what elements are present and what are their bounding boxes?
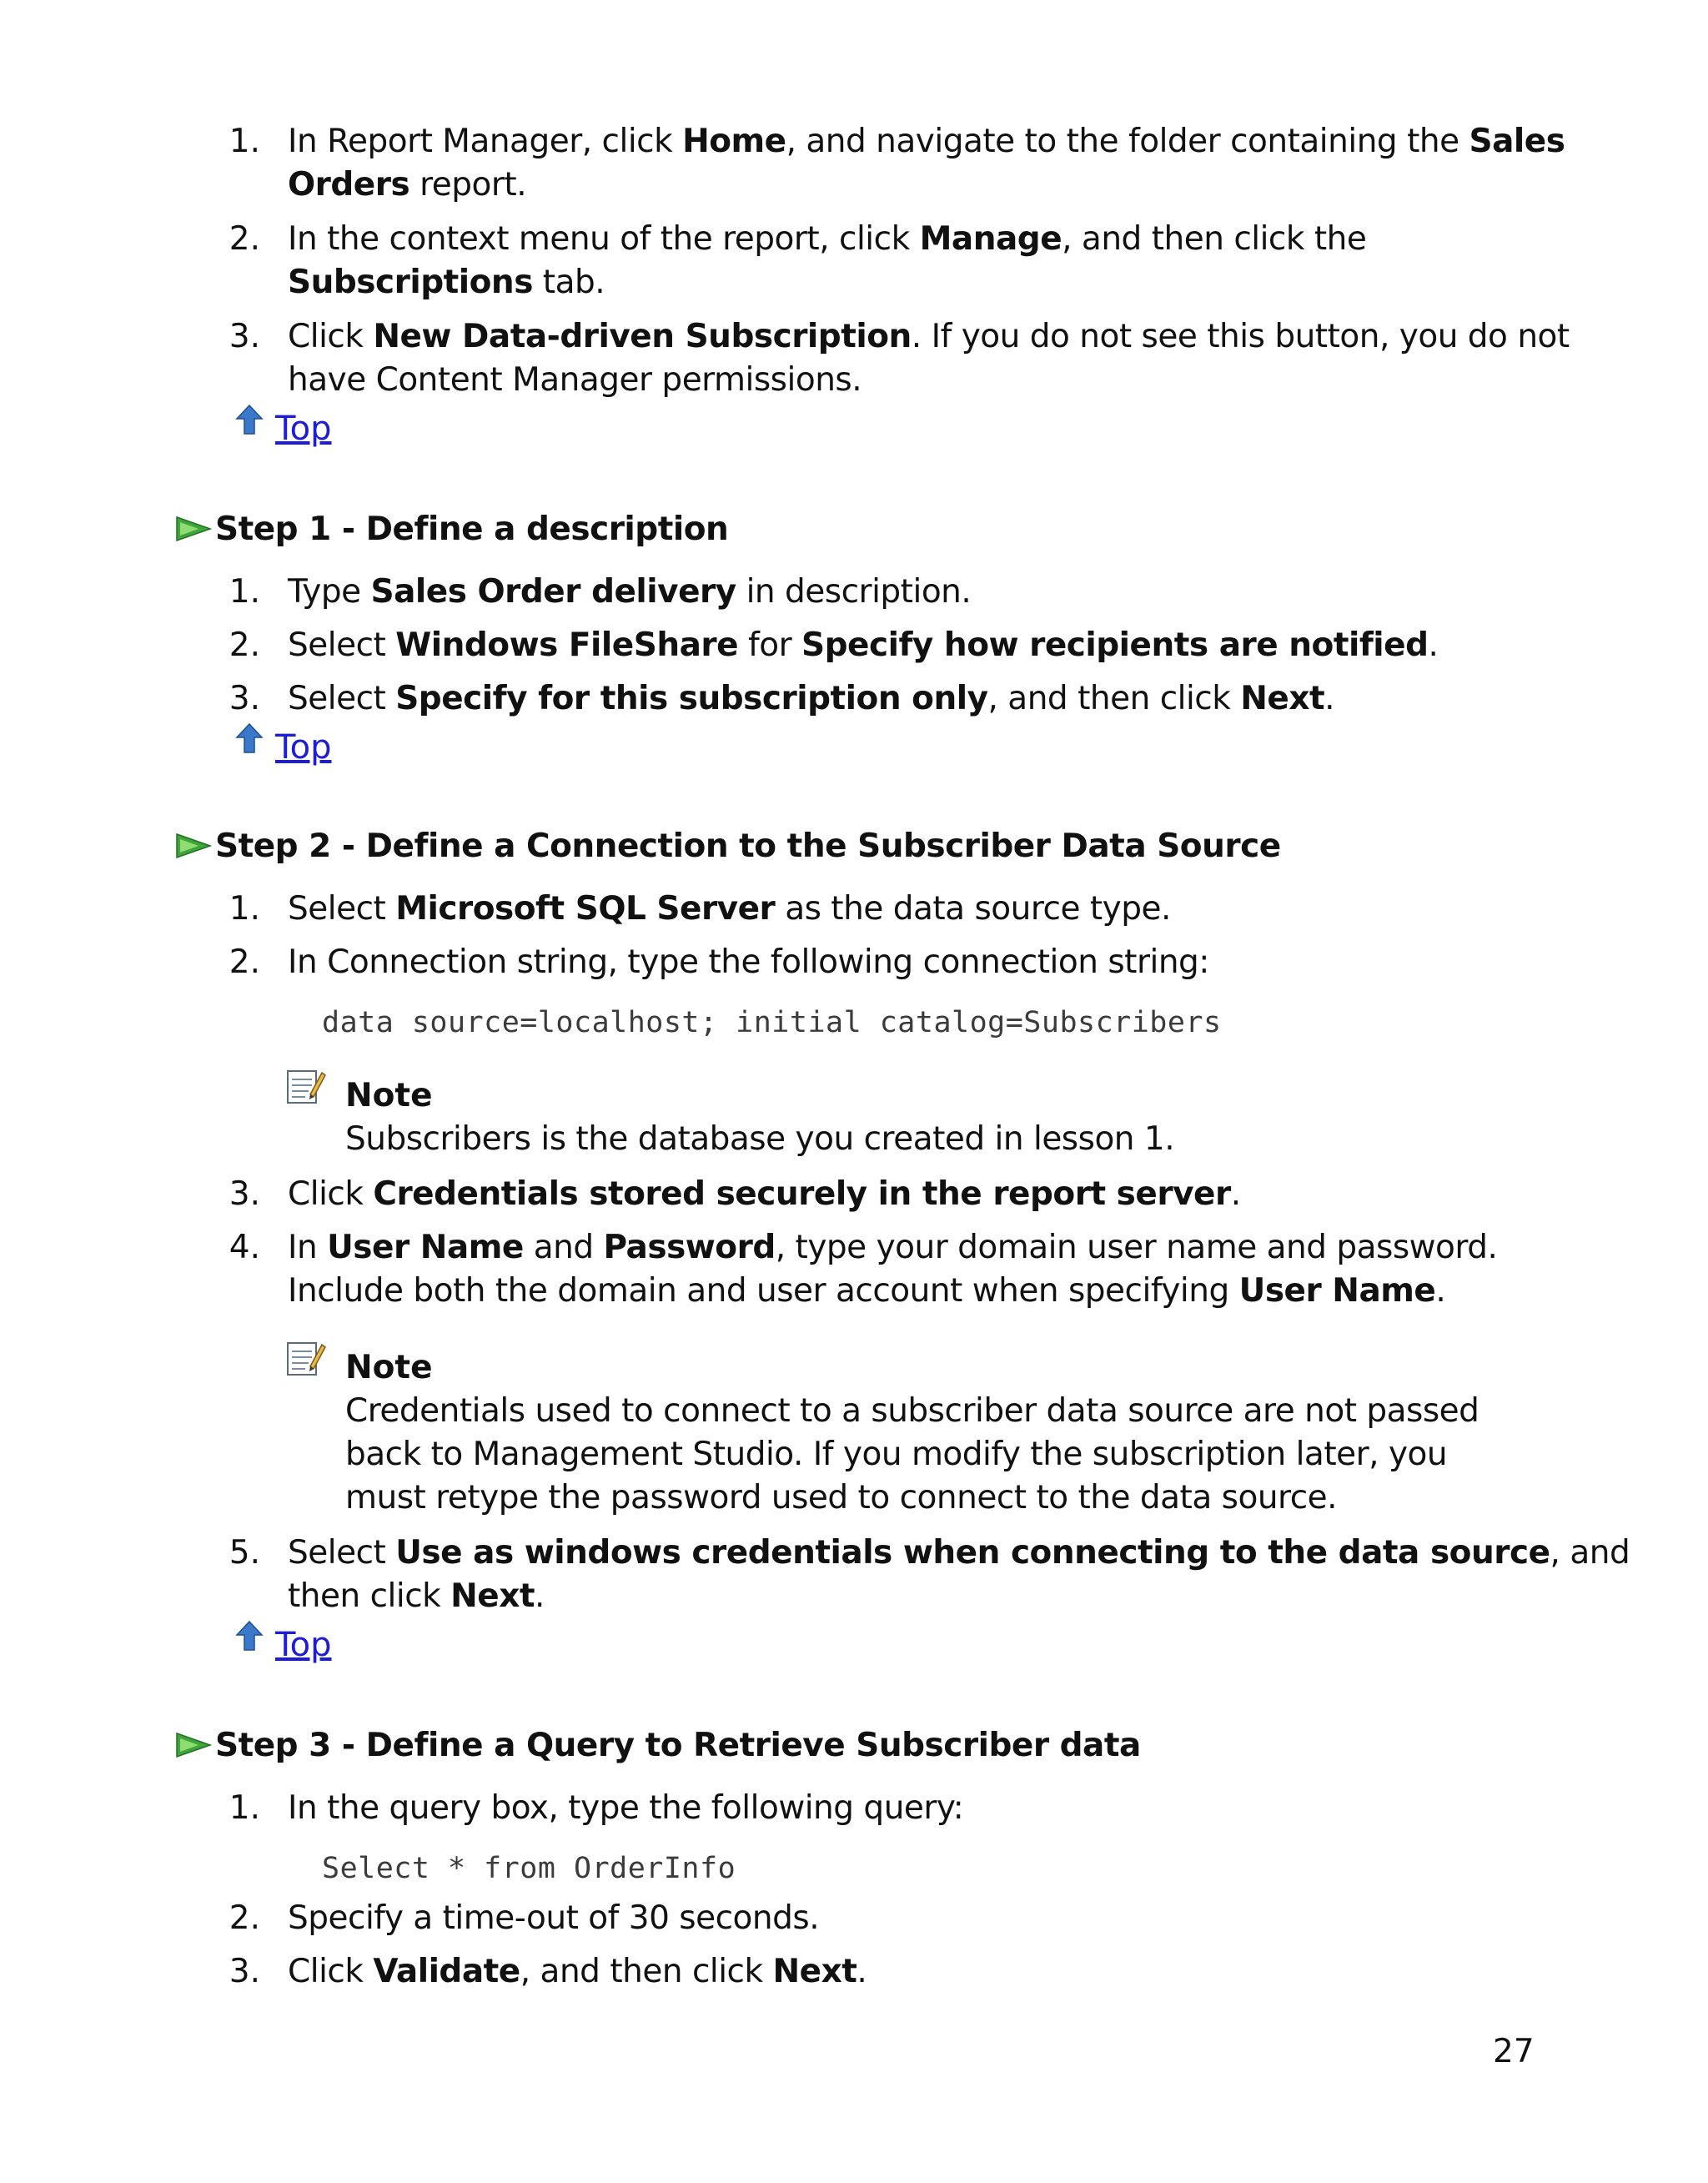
- note-icon: [285, 1068, 327, 1106]
- text-run: Specify a time-out of 30 seconds.: [288, 1899, 820, 1937]
- top-link-row: [235, 1620, 332, 1667]
- note-text: must retype the password used to connect to the data source.: [345, 1479, 1338, 1517]
- note-text: back to Management Studio. If you modify the subscription later, you: [345, 1436, 1448, 1473]
- list-item-text: [288, 1173, 1241, 1216]
- text-run: In Report Manager, click: [288, 123, 683, 160]
- list-item-text: [288, 571, 971, 614]
- text-run: then click: [288, 1577, 451, 1615]
- bold-text-run: Next: [772, 1953, 857, 1990]
- text-run: , and: [1550, 1534, 1630, 1572]
- list-item-text: [288, 218, 1366, 261]
- green-arrow-icon: [175, 1728, 212, 1762]
- bold-text-run: Manage: [919, 220, 1062, 258]
- bold-text-run: User Name: [327, 1229, 524, 1266]
- list-item-text: [288, 1897, 819, 1940]
- text-run: Include both the domain and user account when specifying: [288, 1272, 1239, 1310]
- list-item-text: [288, 1270, 1445, 1313]
- text-run: . If you do not see this button, you do not: [911, 318, 1570, 355]
- bold-text-run: Microsoft SQL Server: [395, 890, 776, 928]
- bold-text-run: User Name: [1238, 1272, 1436, 1310]
- list-number: 5.: [229, 1534, 260, 1572]
- text-run: tab.: [532, 264, 605, 301]
- text-run: , and navigate to the folder containing the: [786, 123, 1469, 160]
- list-item-text: [288, 1532, 1630, 1575]
- step-heading-text: Step 1 - Define a description: [215, 510, 729, 548]
- list-number: 4.: [229, 1229, 260, 1266]
- list-number: 2.: [229, 220, 260, 258]
- top-link[interactable]: Top: [275, 728, 332, 767]
- code-snippet: data source=localhost; initial catalog=Subscribers: [322, 1006, 1222, 1039]
- list-item-text: [288, 1226, 1497, 1270]
- text-run: Select: [288, 626, 396, 664]
- note-text: Credentials used to connect to a subscriber data source are not passed: [345, 1392, 1479, 1430]
- bold-text-run: Next: [1240, 680, 1325, 717]
- text-run: In: [288, 1229, 328, 1266]
- list-item-text: [288, 1575, 545, 1618]
- list-number: 2.: [229, 1899, 260, 1937]
- text-run: , and then click the: [1062, 220, 1367, 258]
- list-item-text: [288, 315, 1570, 359]
- text-run: In Connection string, type the following connection string:: [288, 943, 1209, 981]
- list-item-text: [288, 1787, 963, 1830]
- list-number: 3.: [229, 680, 260, 717]
- note-title: Note: [345, 1349, 433, 1386]
- bold-text-run: Home: [682, 123, 786, 160]
- step-heading: [175, 507, 728, 551]
- text-run: , and then click: [987, 680, 1241, 717]
- bold-text-run: New Data-driven Subscription: [373, 318, 912, 355]
- bold-text-run: Specify how recipients are notified: [801, 626, 1429, 664]
- bold-text-run: Sales: [1469, 123, 1565, 160]
- text-run: for: [738, 626, 802, 664]
- list-number: 3.: [229, 1175, 260, 1213]
- text-run: Select: [288, 890, 396, 928]
- list-item-text: [288, 261, 605, 304]
- text-run: and: [523, 1229, 604, 1266]
- list-number: 1.: [229, 890, 260, 928]
- text-run: in description.: [736, 573, 972, 611]
- text-run: , type your domain user name and password.: [775, 1229, 1498, 1266]
- bold-text-run: Next: [450, 1577, 535, 1615]
- list-number: 1.: [229, 573, 260, 611]
- text-run: Click: [288, 318, 374, 355]
- text-run: report.: [409, 166, 527, 204]
- bold-text-run: Validate: [373, 1953, 520, 1990]
- list-number: 1.: [229, 123, 260, 160]
- list-number: 2.: [229, 626, 260, 664]
- list-item-text: [288, 359, 862, 402]
- code-snippet: Select * from OrderInfo: [322, 1852, 736, 1885]
- note-icon: [285, 1340, 327, 1378]
- page-number: 27: [1493, 2033, 1535, 2070]
- text-run: .: [1230, 1175, 1241, 1213]
- green-arrow-icon: [175, 829, 212, 863]
- step-heading-text: Step 2 - Define a Connection to the Subscriber Data Source: [215, 827, 1281, 865]
- text-run: Type: [288, 573, 371, 611]
- text-run: , and then click: [520, 1953, 773, 1990]
- note-title: Note: [345, 1077, 433, 1114]
- list-item-text: [288, 624, 1438, 667]
- text-run: In the context menu of the report, click: [288, 220, 920, 258]
- list-number: 3.: [229, 318, 260, 355]
- list-item-text: [288, 1950, 867, 1994]
- bold-text-run: Use as windows credentials when connecting to the data source: [395, 1534, 1550, 1572]
- top-link[interactable]: Top: [275, 410, 332, 448]
- text-run: In the query box, type the following query:: [288, 1789, 964, 1827]
- note-text: Subscribers is the database you created in lesson 1.: [345, 1120, 1175, 1158]
- text-run: .: [857, 1953, 867, 1990]
- bold-text-run: Sales Order delivery: [370, 573, 736, 611]
- step-heading: [175, 824, 1281, 868]
- text-run: .: [535, 1577, 545, 1615]
- list-item-text: [288, 120, 1565, 163]
- text-run: .: [1435, 1272, 1446, 1310]
- list-item-text: [288, 677, 1334, 721]
- list-item-text: [288, 888, 1171, 931]
- bold-text-run: Subscriptions: [288, 264, 533, 301]
- text-run: .: [1324, 680, 1335, 717]
- text-run: .: [1428, 626, 1439, 664]
- text-run: as the data source type.: [775, 890, 1171, 928]
- bold-text-run: Windows FileShare: [395, 626, 739, 664]
- top-link-row: [235, 404, 332, 450]
- bold-text-run: Credentials stored securely in the report server: [373, 1175, 1231, 1213]
- text-run: Click: [288, 1175, 374, 1213]
- bold-text-run: Password: [603, 1229, 776, 1266]
- up-arrow-icon: [235, 404, 264, 437]
- bold-text-run: Specify for this subscription only: [395, 680, 988, 717]
- top-link[interactable]: Top: [275, 1626, 332, 1664]
- list-number: 2.: [229, 943, 260, 981]
- list-item-text: [288, 163, 526, 207]
- top-link-row: [235, 722, 332, 769]
- up-arrow-icon: [235, 722, 264, 756]
- green-arrow-icon: [175, 512, 212, 546]
- text-run: Click: [288, 1953, 374, 1990]
- step-heading-text: Step 3 - Define a Query to Retrieve Subscriber data: [215, 1726, 1141, 1764]
- list-item-text: [288, 941, 1209, 984]
- up-arrow-icon: [235, 1620, 264, 1653]
- text-run: Select: [288, 1534, 396, 1572]
- bold-text-run: Orders: [288, 166, 410, 204]
- text-run: Select: [288, 680, 396, 717]
- step-heading: [175, 1723, 1141, 1767]
- list-number: 1.: [229, 1789, 260, 1827]
- text-run: have Content Manager permissions.: [288, 361, 862, 399]
- list-number: 3.: [229, 1953, 260, 1990]
